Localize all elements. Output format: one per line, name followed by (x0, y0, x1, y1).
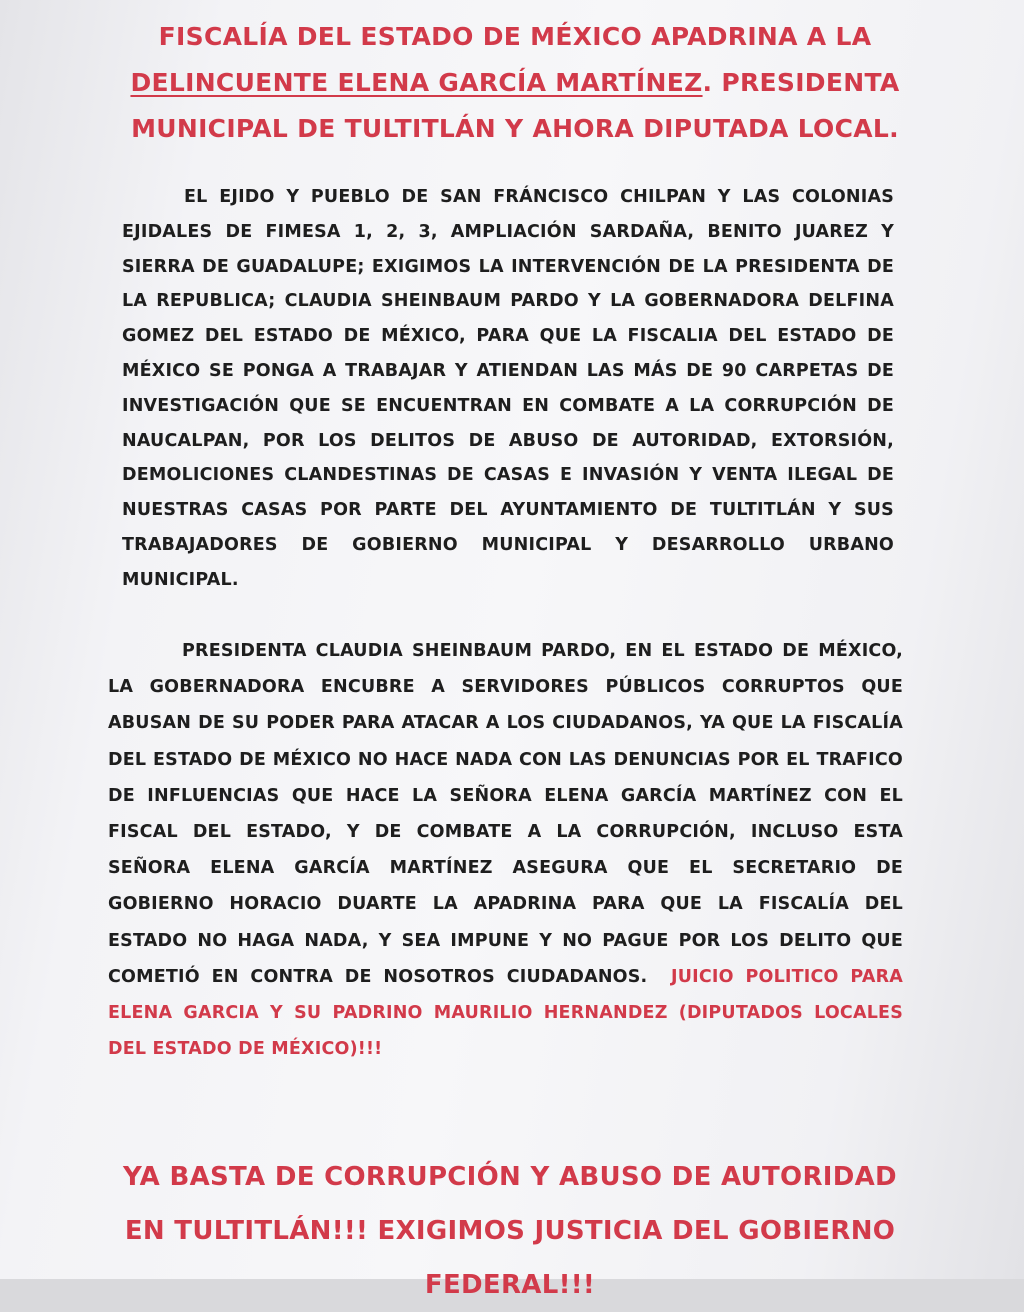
paragraph-2-demand: JUICIO POLITICO PARA ELENA GARCIA Y SU PADRINO MAURILIO HERNANDEZ (DIPUTADOS LOCALES DEL ESTADO DE MÉXICO)!!! (108, 966, 903, 1060)
paragraph-2-text: PRESIDENTA CLAUDIA SHEINBAUM PARDO, EN EL ESTADO DE MÉXICO, LA GOBERNADORA ENCUBRE A SERVIDORES PÚBLICOS CORRUPTOS QUE ABUSAN DE SU PODER PARA ATACAR A LOS CIUDADANOS, YA QUE LA FISCALÍA DEL ESTADO DE MÉXICO NO HACE NADA CON LAS DENUNCIAS POR EL TRAFICO DE INFLUENCIAS QUE HACE LA SEÑORA ELENA GARCÍA MARTÍNEZ CON EL FISCAL DEL ESTADO, Y DE COMBATE A LA CORRUPCIÓN, INCLUSO ESTA SEÑORA ELENA GARCÍA MARTÍNEZ ASEGURA QUE EL SECRETARIO DE GOBIERNO HORACIO DUARTE LA APADRINA PARA QUE LA FISCALÍA DEL ESTADO NO HAGA NADA, Y SEA IMPUNE Y NO PAGUE POR LOS DELITO QUE COMETIÓ EN CONTRA DE NOSOTROS CIUDADANOS. (108, 641, 903, 987)
closing-slogan: YA BASTA DE CORRUPCIÓN Y ABUSO DE AUTORIDAD EN TULTITLÁN!!! EXIGIMOS JUSTICIA DEL GOBIERNO FEDERAL!!! (123, 1162, 897, 1300)
title-underlined-name: DELINCUENTE ELENA GARCÍA MARTÍNEZ (130, 68, 703, 97)
title-part-2: . PRESIDENTA MUNICIPAL DE TULTITLÁN Y AHORA DIPUTADA LOCAL. (131, 68, 900, 143)
paragraph-2 (108, 633, 903, 1067)
paragraph-1: EL EJIDO Y PUEBLO DE SAN FRÁNCISCO CHILPAN Y LAS COLONIAS EJIDALES DE FIMESA 1, 2, 3, AMPLIACIÓN SARDAÑA, BENITO JUAREZ Y SIERRA DE GUADALUPE; EXIGIMOS LA INTERVENCIÓN DE LA PRESIDENTA DE LA REPUBLICA; CLAUDIA SHEINBAUM PARDO Y LA GOBERNADORA DELFINA GOMEZ DEL ESTADO DE MÉXICO, PARA QUE LA FISCALIA DEL ESTADO DE MÉXICO SE PONGA A TRABAJAR Y ATIENDAN LAS MÁS DE 90 CARPETAS DE INVESTIGACIÓN QUE SE ENCUENTRAN EN COMBATE A LA CORRUPCIÓN DE NAUCALPAN, POR LOS DELITOS DE ABUSO DE AUTORIDAD, EXTORSIÓN, DEMOLICIONES CLANDESTINAS DE CASAS E INVASIÓN Y VENTA ILEGAL DE NUESTRAS CASAS POR PARTE DEL AYUNTAMIENTO DE TULTITLÁN Y SUS TRABAJADORES DE GOBIERNO MUNICIPAL Y DESARROLLO URBANO MUNICIPAL. (122, 187, 894, 590)
document-title (120, 14, 910, 152)
title-part-1: FISCALÍA DEL ESTADO DE MÉXICO APADRINA A LA (158, 22, 872, 51)
